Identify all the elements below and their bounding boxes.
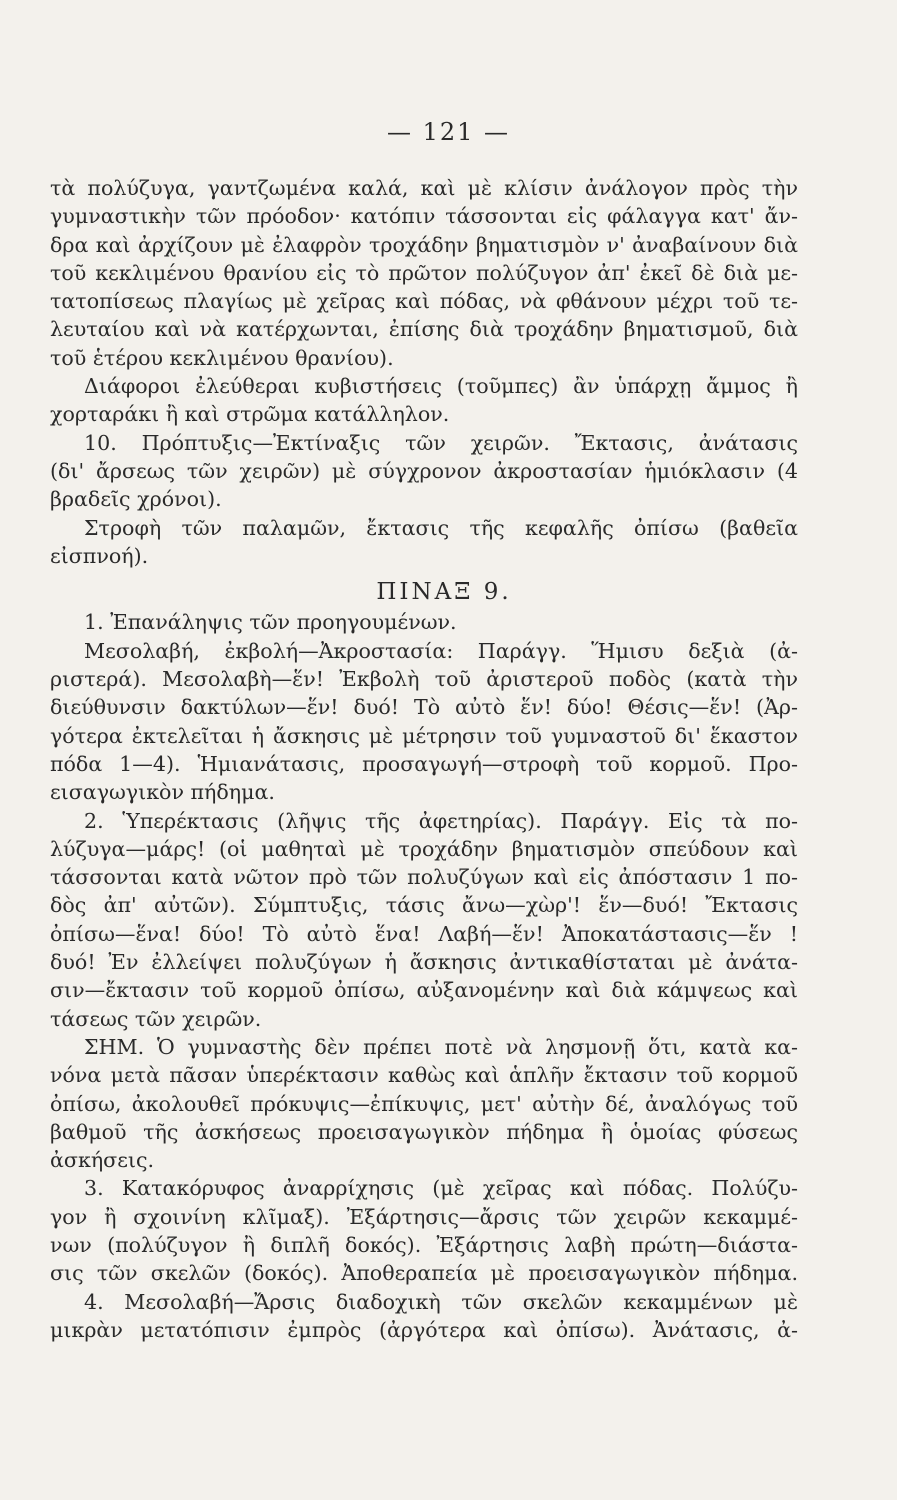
text-line: σις τῶν σκελῶν (δοκός). Ἀποθεραπεία μὲ προεισαγωγικὸν πήδημα. — [50, 1261, 798, 1286]
text-line: 10. Πρόπτυξις—Ἐκτίναξις τῶν χειρῶν. Ἔκτασις, ἀνάτασις — [84, 430, 798, 455]
text-line: βαθμοῦ τῆς ἀσκήσεως προεισαγωγικὸν πήδημα ἢ ὁμοίας φύσεως — [50, 1119, 798, 1144]
text-line: Διάφοροι ἐλεύθεραι κυβιστήσεις (τοῦμπες) ἂν ὑπάρχῃ ἄμμος ἢ — [84, 374, 798, 399]
text-line: λευταίου καὶ νὰ κατέρχωνται, ἐπίσης διὰ τροχάδην βηματισμοῦ, διὰ — [50, 317, 798, 342]
text-line: Στροφὴ τῶν παλαμῶν, ἔκτασις τῆς κεφαλῆς ὀπίσω (βαθεῖα — [84, 515, 798, 540]
text-line: 4. Μεσολαβή—Ἄρσις διαδοχικὴ τῶν σκελῶν κεκαμμένων μὲ — [84, 1289, 798, 1314]
text-line: δυό! Ἐν ἐλλείψει πολυζύγων ἡ ἄσκησις ἀντικαθίσταται μὲ ἀνάτα- — [50, 950, 798, 975]
text-line: πόδα 1—4). Ἡμιανάτασις, προσαγωγή—στροφὴ τοῦ κορμοῦ. Προ- — [50, 751, 798, 776]
text-line: μικρὰν μετατόπισιν ἐμπρὸς (ἀργότερα καὶ ὀπίσω). Ἀνάτασις, ἀ- — [50, 1317, 798, 1342]
text-line: ριστερά). Μεσολαβὴ—ἕν! Ἐκβολὴ τοῦ ἀριστεροῦ ποδὸς (κατὰ τὴν — [50, 667, 798, 692]
text-line: γότερα ἐκτελεῖται ἡ ἄσκησις μὲ μέτρησιν τοῦ γυμναστοῦ δι' ἕκαστον — [50, 723, 798, 748]
text-line: τὰ πολύζυγα, γαντζωμένα καλά, καὶ μὲ κλίσιν ἀνάλογον πρὸς τὴν — [50, 176, 798, 200]
text-line: 2. Ὑπερέκτασις (λῆψις τῆς ἀφετηρίας). Παράγγ. Εἰς τὰ πο- — [84, 808, 798, 833]
text-line: νόνα μετὰ πᾶσαν ὑπερέκτασιν καθὼς καὶ ἁπλῆν ἔκτασιν τοῦ κορμοῦ — [50, 1063, 798, 1088]
text-line: τατοπίσεως πλαγίως μὲ χεῖρας καὶ πόδας, νὰ φθάνουν μέχρι τοῦ τε- — [50, 289, 798, 314]
text-line: λύζυγα—μάρς! (οἱ μαθηταὶ μὲ τροχάδην βηματισμὸν σπεύδουν καὶ — [50, 836, 798, 861]
text-line: εἰσπνοή). — [50, 543, 149, 568]
section-heading: ΠΙΝΑΞ 9. — [376, 579, 512, 606]
page-number: — 121 — — [386, 118, 511, 146]
body-text — [50, 174, 798, 1344]
text-line: σιν—ἔκτασιν τοῦ κορμοῦ ὀπίσω, αὐξανομένην καὶ διὰ κάμψεως καὶ — [50, 978, 798, 1003]
text-line: γον ἢ σχοινίνη κλῖμαξ). Ἐξάρτησις—ἄρσις τῶν χειρῶν κεκαμμέ- — [50, 1204, 798, 1229]
text-line: νων (πολύζυγον ἢ διπλῆ δοκός). Ἐξάρτησις λαβὴ πρώτη—διάστα- — [50, 1232, 798, 1257]
text-line: τάσεως τῶν χειρῶν. — [50, 1006, 262, 1031]
text-line: διεύθυνσιν δακτύλων—ἕν! δυό! Τὸ αὐτὸ ἕν! δύο! Θέσις—ἕν! (Ἀρ- — [50, 695, 798, 720]
text-line: Μεσολαβή, ἐκβολή—Ἀκροστασία: Παράγγ. Ἥμισυ δεξιὰ (ἀ- — [84, 638, 798, 663]
text-line: τοῦ κεκλιμένου θρανίου εἰς τὸ πρῶτον πολύζυγον ἀπ' ἐκεῖ δὲ διὰ με- — [50, 260, 798, 285]
text-line: (δι' ἄρσεως τῶν χειρῶν) μὲ σύγχρονον ἀκροστασίαν ἡμιόκλασιν (4 — [50, 458, 798, 483]
text-line: βραδεῖς χρόνοι). — [50, 487, 222, 512]
text-line: χορταράκι ἢ καὶ στρῶμα κατάλληλον. — [50, 402, 450, 427]
text-line: γυμναστικὴν τῶν πρόοδον· κατόπιν τάσσονται εἰς φάλαγγα κατ' ἄν- — [50, 204, 798, 229]
text-line: ΣΗΜ. Ὁ γυμναστὴς δὲν πρέπει ποτὲ νὰ λησμονῇ ὅτι, κατὰ κα- — [84, 1034, 798, 1059]
text-line: ὀπίσω—ἕνα! δύο! Τὸ αὐτὸ ἕνα! Λαβή—ἕν! Ἀποκατάστασις—ἕν ! — [50, 921, 798, 946]
text-line: τάσσονται κατὰ νῶτον πρὸ τῶν πολυζύγων καὶ εἰς ἀπόστασιν 1 πο- — [50, 865, 798, 890]
text-line: τοῦ ἑτέρου κεκλιμένου θρανίου). — [50, 345, 394, 370]
text-line: ἀσκήσεις. — [50, 1148, 155, 1173]
text-line: ὀπίσω, ἀκολουθεῖ πρόκυψις—ἐπίκυψις, μετ' αὐτὴν δέ, ἀναλόγως τοῦ — [50, 1091, 798, 1116]
text-line: δρα καὶ ἀρχίζουν μὲ ἐλαφρὸν τροχάδην βηματισμὸν ν' ἀναβαίνουν διὰ — [50, 232, 798, 257]
text-line: 1. Ἐπανάληψις τῶν προηγουμένων. — [84, 610, 457, 635]
text-line: εισαγωγικὸν πήδημα. — [50, 780, 275, 805]
text-line: 3. Κατακόρυφος ἀναρρίχησις (μὲ χεῖρας καὶ πόδας. Πολύζυ- — [84, 1176, 798, 1201]
text-line: δὸς ἀπ' αὐτῶν). Σύμπτυξις, τάσις ἄνω—χὼρ'! ἕν—δυό! Ἔκτασις — [50, 893, 798, 918]
